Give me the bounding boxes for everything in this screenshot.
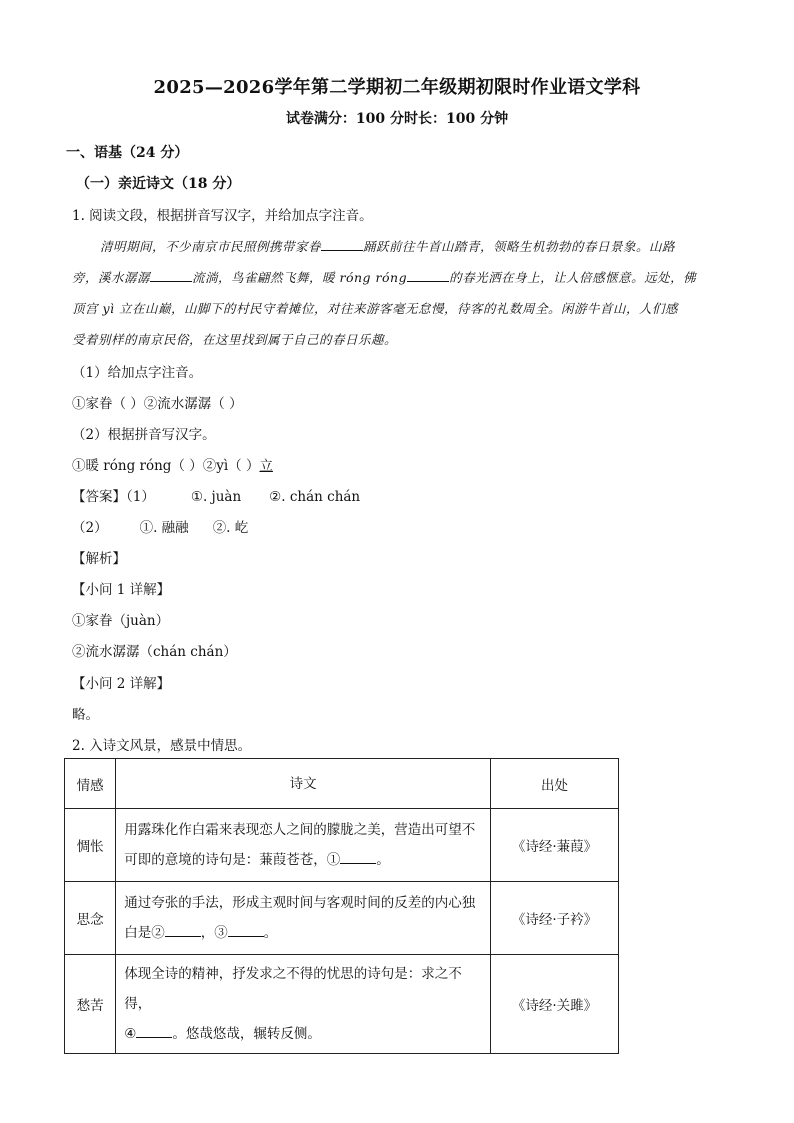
analysis-sub-1-b: ②流水潺潺（chán chán） bbox=[72, 644, 237, 660]
poem-cell bbox=[116, 809, 491, 882]
passage-line-4: 受着别样的南京民俗，在这里找到属于自己的春日乐趣。 bbox=[72, 332, 398, 347]
answer-part-number: （2） bbox=[72, 520, 108, 536]
poem-line bbox=[124, 845, 482, 875]
analysis-sub-2-text: 略。 bbox=[72, 707, 99, 723]
passage-line-1 bbox=[100, 237, 675, 255]
table-row bbox=[65, 955, 619, 1054]
page-title: 2025—2026学年第二学期初二年级期初限时作业语文学科 bbox=[153, 77, 641, 98]
part-2-text: ①暖 róng róng（ ）②yì（ ） bbox=[72, 458, 260, 474]
poem-text: 。悠哉悠哉，辗转反侧。 bbox=[172, 1026, 321, 1042]
poem-line bbox=[124, 918, 482, 948]
poem-text: 可即的意境的诗句是：蒹葭苍苍，① bbox=[124, 852, 341, 868]
poem-cell bbox=[116, 882, 491, 955]
part-1-items: ①家眷（ ）②流水潺潺（ ） bbox=[72, 396, 243, 412]
analysis-sub-2: 【小问 2 详解】 bbox=[72, 676, 171, 692]
answer-part-number: （1） bbox=[126, 489, 155, 505]
poem-cell bbox=[116, 955, 491, 1054]
table-header: 诗文 bbox=[116, 759, 491, 809]
answer-item: ①. juàn bbox=[190, 489, 242, 505]
exam-info: 试卷满分：100 分时长：100 分钟 bbox=[285, 111, 509, 127]
part-1-label: （1）给加点字注音。 bbox=[72, 365, 203, 381]
answer-label: 【答案】 bbox=[72, 489, 126, 505]
poem-text: ④ bbox=[124, 1026, 137, 1042]
poem-text: 。 bbox=[376, 852, 390, 868]
passage-text: 的春光洒在身上，让人倍感惬意。远处，佛 bbox=[449, 270, 697, 285]
answer-line-2 bbox=[72, 516, 248, 536]
emotion-cell: 惆怅 bbox=[65, 809, 116, 882]
question-2-prompt: 2. 入诗文风景，感景中情思。 bbox=[72, 738, 252, 754]
poem-line: 用露珠化作白霜来表现恋人之间的朦胧之美，营造出可望不 bbox=[124, 822, 476, 838]
table-row bbox=[65, 809, 619, 882]
poem-line: 通过夸张的手法，形成主观时间与客观时间的反差的内心独 bbox=[124, 895, 476, 911]
answer-item: ②. 屹 bbox=[212, 520, 249, 536]
passage-line-2 bbox=[72, 268, 696, 286]
subsection-heading: （一）亲近诗文（18 分） bbox=[76, 176, 241, 192]
table-header: 出处 bbox=[490, 759, 618, 809]
poem-table bbox=[64, 758, 619, 1054]
poem-text: ，③ bbox=[200, 925, 228, 941]
answer-item: ②. chán chán bbox=[269, 489, 361, 505]
question-1-prompt: 1. 阅读文段，根据拼音写汉字，并给加点字注音。 bbox=[72, 208, 373, 224]
answer-blank bbox=[228, 924, 264, 937]
table-header-row bbox=[65, 759, 619, 809]
analysis-label: 【解析】 bbox=[72, 551, 126, 567]
dotted-character: 立 bbox=[259, 458, 273, 474]
part-2-label: （2）根据拼音写汉字。 bbox=[72, 427, 216, 443]
passage-text: 踊跃前往牛首山踏青，领略生机勃勃的春日景象。山路 bbox=[363, 239, 676, 254]
poem-line bbox=[124, 1019, 482, 1049]
answer-blank bbox=[150, 269, 192, 282]
answer-blank bbox=[136, 1025, 172, 1038]
table-row bbox=[65, 882, 619, 955]
source-cell: 《诗经·子衿》 bbox=[490, 882, 618, 955]
analysis-sub-1-a: ①家眷（juàn） bbox=[72, 613, 170, 629]
part-2-items bbox=[72, 454, 273, 474]
emotion-cell: 思念 bbox=[65, 882, 116, 955]
answer-blank bbox=[340, 851, 376, 864]
answer-blank bbox=[321, 238, 363, 251]
poem-text: 。 bbox=[263, 925, 278, 941]
table-header: 情感 bbox=[65, 759, 116, 809]
passage-text: 流淌，鸟雀翩然飞舞，暖 róng róng bbox=[192, 270, 408, 285]
passage-line-3: 顶宫 yì 立在山巅，山脚下的村民守着摊位，对往来游客毫无怠慢，待客的礼数周全。闲游牛首山，人们感 bbox=[72, 301, 679, 316]
answer-line-1 bbox=[72, 485, 360, 505]
answer-blank bbox=[407, 269, 449, 282]
passage-text: 清明期间，不少南京市民照例携带家眷 bbox=[100, 239, 322, 254]
section-heading: 一、语基（24 分） bbox=[66, 145, 189, 161]
analysis-sub-1: 【小问 1 详解】 bbox=[72, 582, 171, 598]
answer-blank bbox=[165, 924, 201, 937]
passage-text: 旁，溪水潺潺 bbox=[72, 270, 151, 285]
answer-item: ①. 融融 bbox=[139, 520, 189, 536]
emotion-cell: 愁苦 bbox=[65, 955, 116, 1054]
poem-text: 白是② bbox=[124, 925, 165, 941]
source-cell: 《诗经·蒹葭》 bbox=[490, 809, 618, 882]
poem-line: 体现全诗的精神，抒发求之不得的忧思的诗句是：求之不得， bbox=[124, 966, 462, 1012]
source-cell: 《诗经·关雎》 bbox=[490, 955, 618, 1054]
